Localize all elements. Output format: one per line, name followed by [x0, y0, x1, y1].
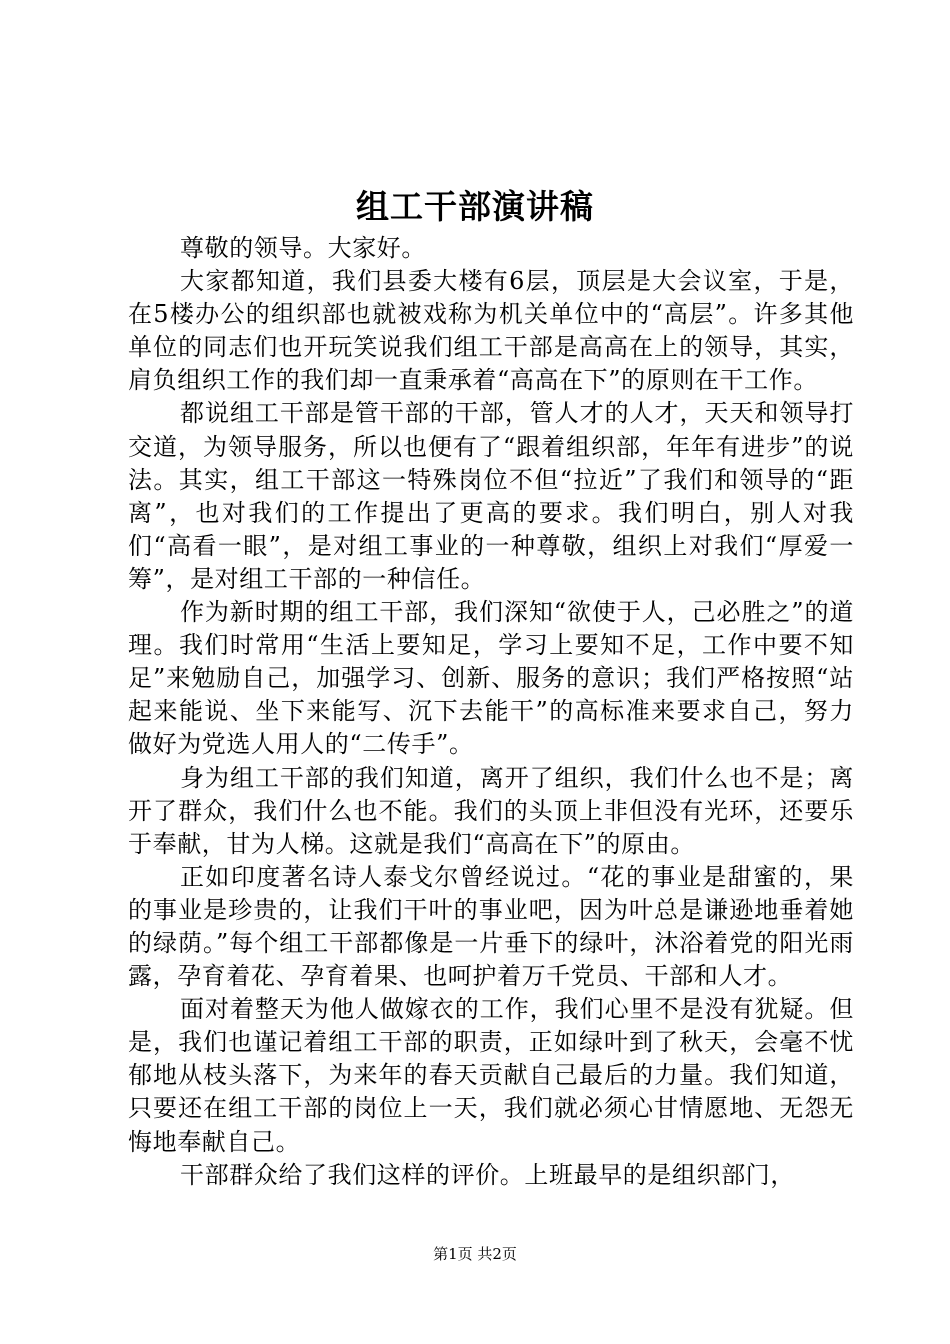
- paragraph-greeting: 尊敬的领导。大家好。: [180, 234, 426, 262]
- paragraph: 身为组工干部的我们知道，离开了组织，我们什么也不是；离开了群众，我们什么也不能。我们的头顶上非但没有光环，还要乐于奉献，甘为人梯。这就是我们“高高在下”的原由。: [128, 763, 854, 858]
- paragraph: 干部群众给了我们这样的评价。上班最早的是组织部门，: [180, 1160, 795, 1189]
- paragraph: 面对着整天为他人做嫁衣的工作，我们心里不是没有犹疑。但是，我们也谨记着组工干部的职责，正如绿叶到了秋天，会毫不忧郁地从枝头落下，为来年的春天贡献自己最后的力量。我们知道，只要还在组工干部的岗位上一天，我们就必须心甘情愿地、无怨无悔地奉献自己。: [128, 995, 854, 1156]
- paragraph: 作为新时期的组工干部，我们深知“欲使于人，己必胜之”的道理。我们时常用“生活上要知足，学习上要知不足，工作中要不知足”来勉励自己，加强学习、创新、服务的意识；我们严格按照“站起来能说、坐下来能写、沉下去能干”的高标准来要求自己，努力做好为党选人用人的“二传手”。: [128, 598, 854, 759]
- page-number-footer: 第1页 共2页: [433, 1245, 517, 1263]
- document-body: [128, 232, 854, 1192]
- paragraph: 大家都知道，我们县委大楼有6层，顶层是大会议室，于是，在5楼办公的组织部也就被戏称为机关单位中的“高层”。许多其他单位的同志们也开玩笑说我们组工干部是高高在上的领导，其实，肩负组织工作的我们却一直秉承着“高高在下”的原则在干工作。: [128, 267, 854, 395]
- document-title: 组工干部演讲稿: [356, 187, 594, 226]
- paragraph: 正如印度著名诗人泰戈尔曾经说过。“花的事业是甜蜜的，果的事业是珍贵的，让我们干叶的事业吧，因为叶总是谦逊地垂着她的绿荫。”每个组工干部都像是一片垂下的绿叶，沐浴着党的阳光雨露，孕育着花、孕育着果、也呵护着万千党员、干部和人才。: [128, 862, 854, 991]
- paragraph: 都说组工干部是管干部的干部，管人才的人才，天天和领导打交道，为领导服务，所以也便有了“跟着组织部，年年有进步”的说法。其实，组工干部这一特殊岗位不但“拉近”了我们和领导的“距离”，也对我们的工作提出了更高的要求。我们明白，别人对我们“高看一眼”，是对组工事业的一种尊敬，组织上对我们“厚爱一筹”，是对组工干部的一种信任。: [128, 399, 854, 593]
